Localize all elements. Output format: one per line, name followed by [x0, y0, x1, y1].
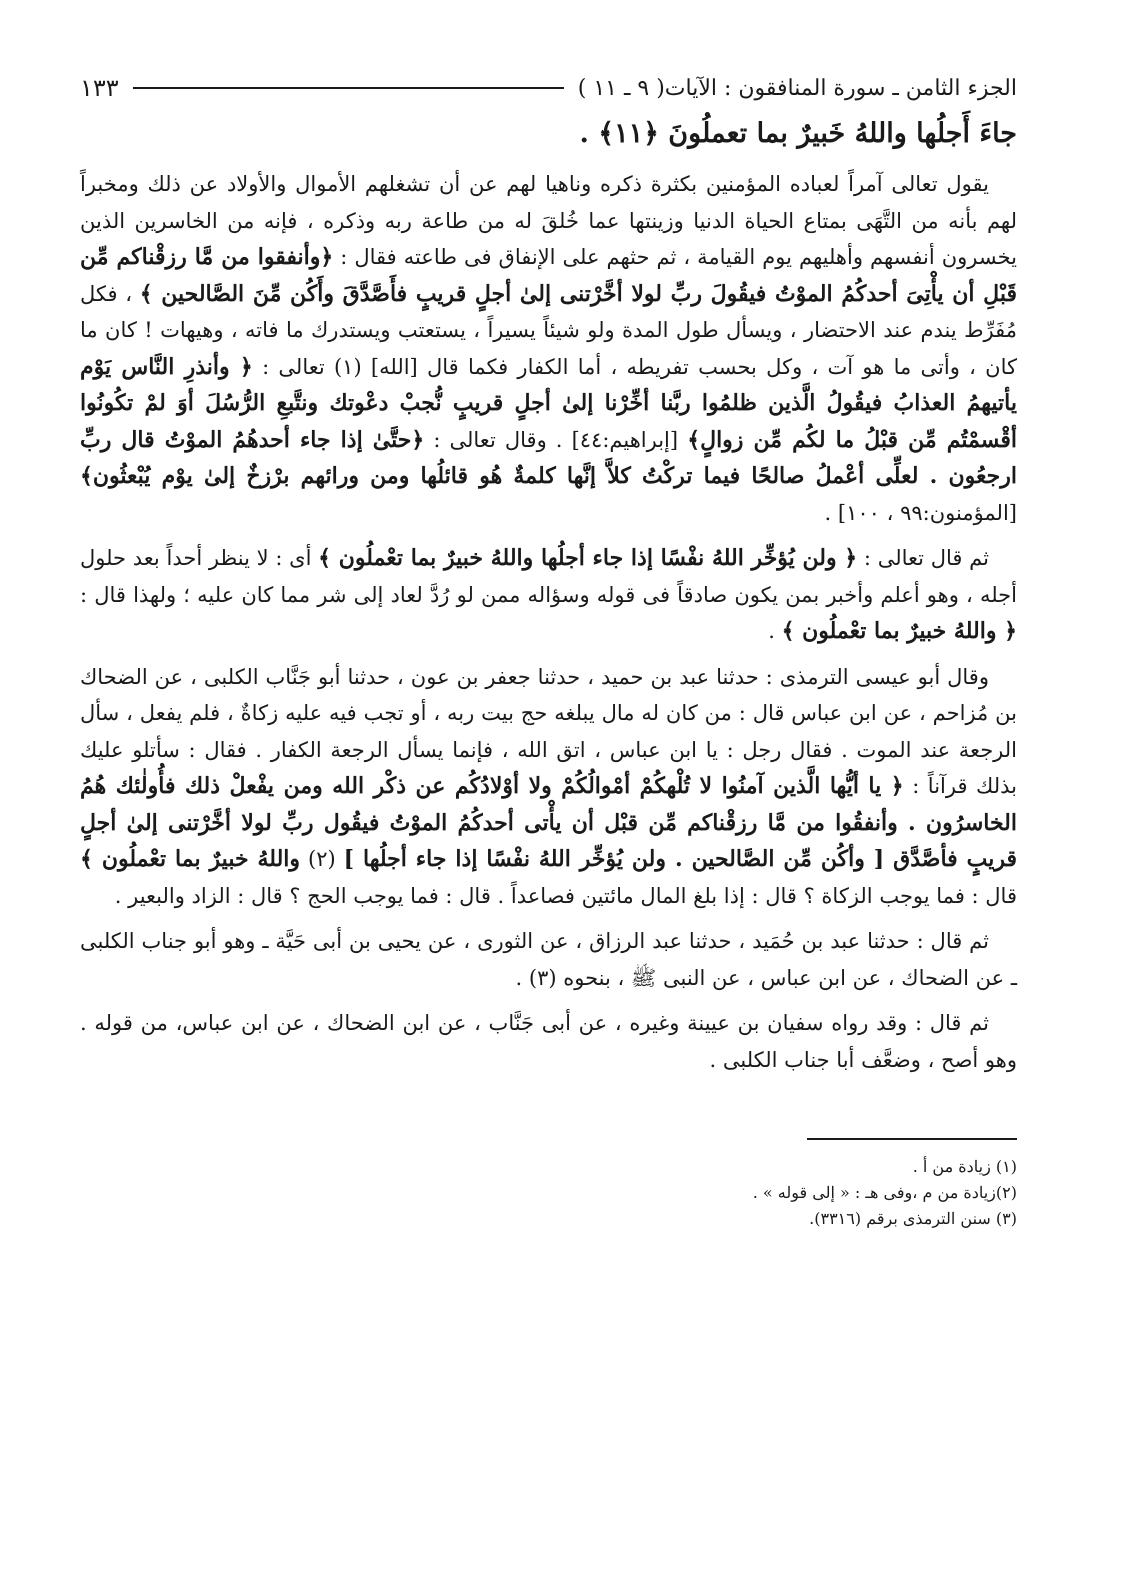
- paragraph-text: وقال أبو عيسى الترمذى : حدثنا عبد بن حميد ، حدثنا جعفر بن عون ، حدثنا أبو جَنَّاب الكلبى ، عن الضحاك بن مُزاحم ، عن ابن عباس قال : من كان له مال يبلغه حج بيت ربه ، أو تجب فيه عليه زكاةٌ ، فلم يفعل ، سأل الرجعة عند الموت . فقال رجل : يا ابن عباس ، اتق الله ، فإنما يسأل الرجعة الكفار . فقال : سأتلو عليك بذلك قرآناً :: [80, 664, 1017, 798]
- body-text: [80, 166, 1017, 1078]
- paragraph: [80, 923, 1017, 996]
- paragraph-text: يقول تعالى آمراً لعباده المؤمنين بكثرة ذكره وناهيا لهم عن أن تشغلهم الأموال والأولاد عن ذلك ومخبراً لهم بأنه من التَّهَى بمتاع الحياة الدنيا وزينتها عما خُلقَ له من طاعة ربه وذكره ، فإنه من الخاسرين الذين يخسرون أنفسهم وأهليهم يوم القيامة ، ثم حثهم على الإنفاق فى طاعته فقال :: [80, 172, 1017, 269]
- footnote-rule: [807, 1138, 1017, 1140]
- paragraph-text: ثم قال : حدثنا عبد بن حُمَيد ، حدثنا عبد الرزاق ، عن الثورى ، عن يحيى بن أبى حَيَّة ـ وهو أبو جناب الكلبى ـ عن الضحاك ، عن ابن عباس ، عن النبى ﷺ ، بنحوه (٣) .: [80, 929, 1017, 990]
- quran-quote: واللهُ خبيرٌ بما تعْملُون ﴾: [80, 846, 301, 872]
- quran-quote: ﴿حتَّىٰ إذا جاء أحدهُمُ الموْتُ قال ربِّ ارجعُون . لعلِّى أعْملُ صالحًا فيما تركْتُ كلاَّ إنَّها كلمةٌ هُو قائلُها ومن ورائهم برْزخٌ إلىٰ يوْم يُبْعثُون﴾: [80, 426, 1017, 489]
- footnotes: [80, 1154, 1017, 1232]
- paragraph-text: قال : فما يوجب الزكاة ؟ قال : إذا بلغ المال مائتين فصاعداً . قال : فما يوجب الحج ؟ قال : الزاد والبعير .: [114, 883, 1017, 908]
- header-title: الجزء الثامن ـ سورة المنافقون : الآيات( ٩ ـ ١١ ): [577, 75, 1017, 101]
- paragraph-text: [المؤمنون:٩٩ ، ١٠٠] .: [824, 500, 1017, 525]
- paragraph-text: .: [768, 619, 782, 643]
- footnote-3: (٣) سنن الترمذى برقم (٣٣١٦).: [809, 1209, 1017, 1228]
- paragraph: [80, 540, 1017, 650]
- paragraph-text: (٢): [300, 847, 344, 871]
- paragraph: [80, 1005, 1017, 1078]
- quran-quote: ﴿وأنفقوا من مَّا رزقْناكم مِّن قَبْلِ أن يأْتِىَ أحدكُمُ الموْتُ فيقُولَ ربِّ لولا أخَّرْتنى إلىٰ أجلٍ قريبٍ فأَصَّدَّقَ وأَكُن مِّنَ الصَّالحين ﴾: [80, 244, 1017, 307]
- quran-quote: ﴿ يا أيُّها الَّذين آمنُوا لا تُلْهكُمْ أمْوالُكُمْ ولا أوْلادُكُم عن ذكْر الله ومن يفْعلْ ذلك فأُولٰئك هُمُ الخاسرُون . وأنفقُوا من مَّا رزقْناكم مِّن قبْل أن يأْتى أحدكُمُ الموْتُ فيقُول ربِّ لولا أخَّرْتنى إلىٰ أجلٍ قريبٍ فأصَّدَّق [ وأكُن مِّن الصَّالحين . ولن يُؤخِّر اللهُ نفْسًا إذا جاء أجلُها ]: [80, 773, 1017, 872]
- paragraph: [80, 166, 1017, 531]
- paragraph-text: ثم قال تعالى :: [857, 546, 989, 570]
- page-number: ١٣٣: [80, 74, 119, 102]
- header-rule: [133, 87, 564, 89]
- running-header: [80, 68, 1017, 108]
- footnote-2: (٢)زيادة من م ،وفى هـ : « إلى قوله » .: [752, 1183, 1017, 1202]
- footnote-1: (١) زيادة من أ .: [912, 1157, 1017, 1176]
- quran-quote: ﴿ واللهُ خبيرٌ بما تعْملُون ﴾: [781, 618, 1017, 644]
- verse-tail: جاءَ أَجلُها واللهُ خَبيرٌ بما تعملُونَ ﴿١١﴾ .: [579, 118, 1017, 149]
- paragraph-text: أى : لا ينظر أحداً بعد حلول أجله ، وهو أعلم وأخبر بمن يكون صادقاً فى قوله وسؤاله ممن لو رُدَّ لعاد إلى شر مما كان عليه ؛ ولهذا قال :: [80, 546, 1017, 607]
- paragraph-text: [إبراهيم:٤٤] . وقال تعالى :: [424, 427, 688, 452]
- paragraph-text: ثم قال : وقد رواه سفيان بن عيينة وغيره ، عن أبى جَنَّاب ، عن ابن الضحاك ، عن ابن عباس، من قوله . وهو أصح ، وضعَّف أبا جناب الكلبى .: [80, 1011, 1017, 1072]
- paragraph: [80, 659, 1017, 915]
- quran-quote: ﴿ ولن يُؤخِّر اللهُ نفْسًا إذا جاء أجلُها واللهُ خبيرٌ بما تعْملُون ﴾: [318, 545, 858, 571]
- paragraph-text: ، فكل مُفَرِّط يندم عند الاحتضار ، ويسأل طول المدة ولو شيئاً يسيراً ، يستعتب ويستدرك ما فاته ، وهيهات ! كان ما كان ، وأتى ما هو آت ، وكل بحسب تفريطه ، أما الكفار فكما قال [الله] (١) تعالى :: [80, 281, 1017, 379]
- quran-quote: ﴿ وأنذرِ النَّاس يَوْم يأتيهمُ العذابُ فيقُولُ الَّذين ظلمُوا ربَّنا أخِّرْنا إلىٰ أجلٍ قريبٍ نُّجبْ دعْوتك ونتَّبعِ الرُّسُلَ أوَ لمْ تكُونُوا أقْسمْتُم مِّن قبْلُ ما لكُم مِّن زوالٍ﴾: [80, 353, 1017, 453]
